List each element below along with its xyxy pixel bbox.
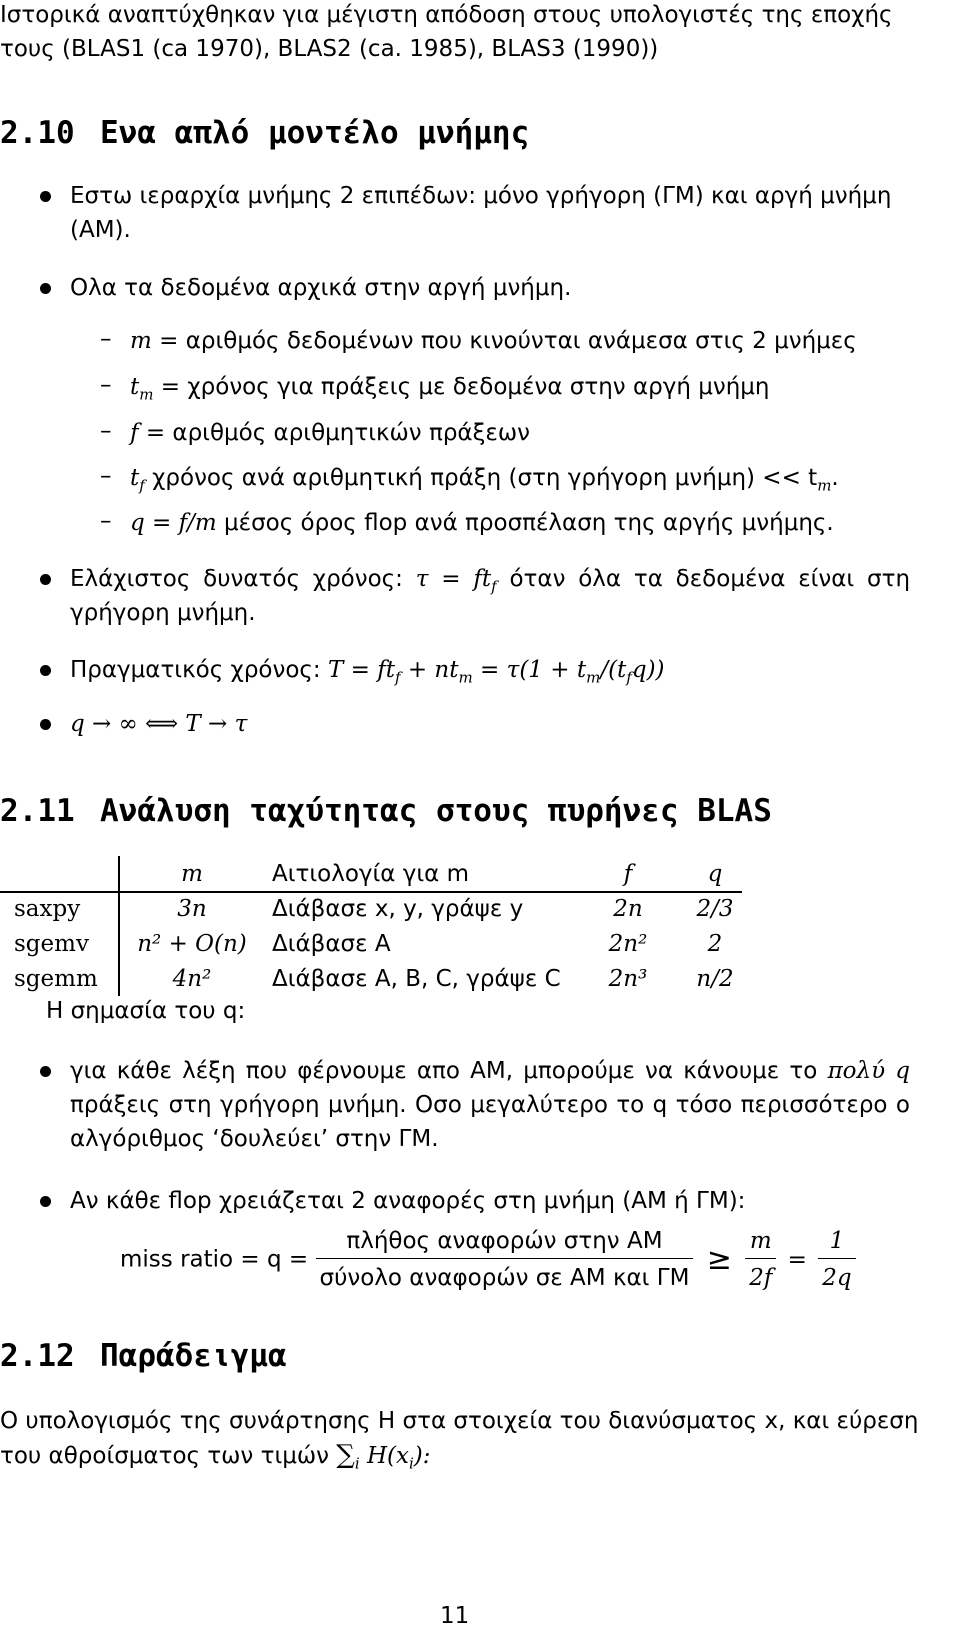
miss-ratio-equation: miss ratio = q = $\frac{\text{πλήθος αναφορών στην ΑΜ}}{\text{σύνολο αναφορών σε ΑΜ και ΓΜ}}$ ≥ $\frac{m}{2f}$ = $\frac{1}{2q}$ xyxy=(120,1228,856,1291)
def-q: q = f/m μέσος όρος flop ανά προσπέλαση της αργής μνήμης. xyxy=(130,510,834,536)
table-row: sgemv n² + O(n) Διάβασε A 2n² 2 xyxy=(14,930,723,957)
q-meaning-line-2: πράξεις στη γρήγορη μνήμη. Οσο μεγαλύτερο το q τόσο περισσότερο ο xyxy=(70,1092,910,1118)
example-line-1: Ο υπολογισμός της συνάρτησης H στα στοιχεία του διανύσματος x, και εύρεση xyxy=(0,1408,919,1434)
flop-references: Αν κάθε flop χρειάζεται 2 αναφορές στη μνήμη (ΑΜ ή ΓΜ): xyxy=(70,1188,746,1214)
fraction-am: $\frac{\text{πλήθος αναφορών στην ΑΜ}}{\text{σύνολο αναφορών σε ΑΜ και ΓΜ}}$ xyxy=(316,1228,694,1291)
col-header-q: q xyxy=(707,860,723,887)
section-number: 2.11 xyxy=(0,793,75,829)
bullet-icon xyxy=(40,719,51,730)
dash-icon: – xyxy=(100,508,112,534)
section-title: Ανάλυση ταχύτητας στους πυρήνες BLAS xyxy=(100,793,772,829)
table-row: saxpy 3n Διάβασε x, y, γράψε y 2n 2/3 xyxy=(14,895,734,922)
section-title: Παράδειγμα xyxy=(100,1338,287,1374)
example-line-2: του αθροίσματος των τιμών $\sum_i$ $H(x_i)$: xyxy=(0,1440,431,1473)
col-header-f: f xyxy=(623,860,633,887)
col-header-reason: Αιτιολογία για m xyxy=(272,860,470,887)
section-number: 2.12 xyxy=(0,1338,75,1374)
bullet-icon xyxy=(40,191,51,202)
col-header-m: m xyxy=(181,860,203,887)
table-row: sgemm 4n² Διάβασε A, B, C, γράψε C 2n³ n/2 xyxy=(14,965,734,992)
intro-line-2: τους (BLAS1 (ca 1970), BLAS2 (ca. 1985), BLAS3 (1990)) xyxy=(0,36,659,62)
intro-line-1: Ιστορικά αναπτύχθηκαν για μέγιστη απόδοση στους υπολογιστές της εποχής xyxy=(0,2,893,28)
table-header-row xyxy=(8,856,752,891)
dash-icon: – xyxy=(100,418,112,444)
dash-icon: – xyxy=(100,372,112,398)
all-data-slow-memory: Ολα τα δεδομένα αρχικά στην αργή μνήμη. xyxy=(70,275,572,301)
bullet-icon xyxy=(40,283,51,294)
section-2-10-heading xyxy=(0,115,529,151)
def-f: f = αριθμός αριθμητικών πράξεων xyxy=(130,420,530,446)
dash-icon: – xyxy=(100,326,112,352)
memory-hierarchy-line-2: (ΑΜ). xyxy=(70,217,131,243)
q-meaning-line-3: αλγόριθμος ‘δουλεύει’ στην ΓΜ. xyxy=(70,1126,439,1152)
bullet-icon xyxy=(40,1066,51,1077)
page-number: 11 xyxy=(440,1603,470,1629)
bullet-icon xyxy=(40,574,51,585)
section-title: Ενα απλό μοντέλο μνήμης xyxy=(100,115,530,151)
bullet-icon xyxy=(40,665,51,676)
q-meaning-line-1: για κάθε λέξη που φέρνουμε απο ΑΜ, μπορούμε να κάνουμε το πολύ q xyxy=(70,1058,911,1084)
fraction-m-2f: $\frac{m}{2f}$ xyxy=(745,1228,776,1291)
memory-hierarchy-line-1: Εστω ιεραρχία μνήμης 2 επιπέδων: μόνο γρήγορη (ΓΜ) και αργή μνήμη xyxy=(70,183,892,209)
min-time-line-1: Ελάχιστος δυνατός χρόνος: $\tau = ft_f$ όταν όλα τα δεδομένα είναι στη xyxy=(70,566,911,596)
limit-formula: q → ∞ ⟺ T → τ xyxy=(70,711,248,737)
real-time: Πραγματικός χρόνος: $T = ft_f + nt_m = \tau(1 + t_m/(t_fq))$ xyxy=(70,657,665,687)
section-2-11-heading xyxy=(0,793,772,829)
def-tf: $t_f$ χρόνος ανά αριθμητική πράξη (στη γρήγορη $\mu\nu ή\mu\eta) << t_m$. xyxy=(130,465,839,495)
def-tm: $t_m = \chi\rho ό\nu o\varsigma$ για πράξεις με δεδομένα στην αργή μνήμη xyxy=(130,374,770,404)
table-footer: Η σημασία του q: xyxy=(46,998,246,1024)
section-number: 2.10 xyxy=(0,115,75,151)
blas-table xyxy=(8,856,752,996)
dash-icon: – xyxy=(100,463,112,489)
min-time-line-2: γρήγορη μνήμη. xyxy=(70,600,256,626)
def-m: m = αριθμός δεδομένων που κινούνται ανάμεσα στις 2 μνήμες xyxy=(130,328,857,354)
section-2-12-heading xyxy=(0,1338,287,1374)
fraction-1-2q: $\frac{1}{2q}$ xyxy=(818,1228,855,1291)
bullet-icon xyxy=(40,1196,51,1207)
